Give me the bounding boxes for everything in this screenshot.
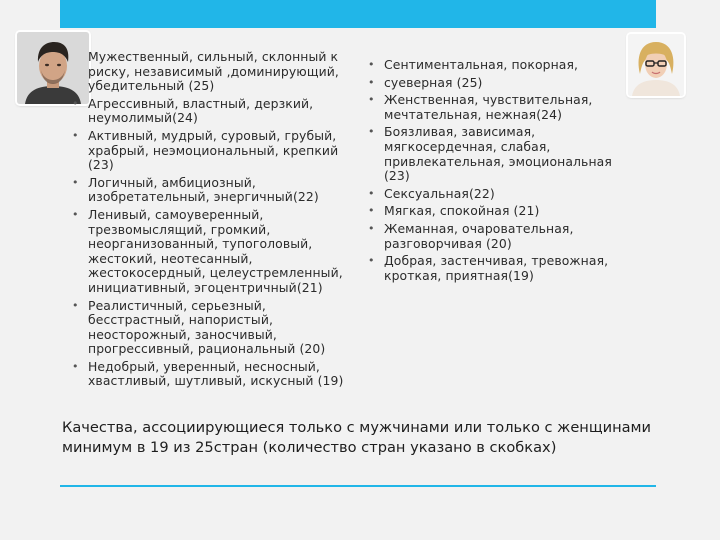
bullet-icon: •	[72, 96, 79, 110]
male-trait-text: Агрессивный, властный, дерзкий, неумолимый(24)	[88, 95, 314, 126]
female-trait-text: Женственная, чувствительная, мечтательная, нежная(24)	[384, 92, 593, 122]
male-trait-text: Активный, мудрый, суровый, грубый, храбрый, неэмоциональный, крепкий (23)	[88, 127, 339, 173]
male-trait-text: Логичный, амбициозный, изобретательный, энергичный(22)	[88, 174, 319, 205]
female-trait-text: Боязливая, зависимая, мягкосердечная, слабая, привлекательная, эмоциональная (23)	[384, 124, 612, 184]
bullet-icon: •	[368, 186, 375, 200]
list-item	[368, 222, 628, 251]
bullet-icon: •	[72, 359, 79, 373]
bullet-icon: •	[368, 204, 375, 218]
list-item	[72, 129, 362, 173]
list-item	[368, 204, 628, 219]
list-item	[72, 50, 362, 94]
male-trait-text: Недобрый, уверенный, несносный, хвастливый, шутливый, искусный (19)	[88, 358, 344, 389]
bullet-icon: •	[72, 128, 79, 142]
male-trait-text: Мужественный, сильный, склонный к риску, независимый ,доминирующий, убедительный (25)	[88, 49, 339, 94]
footer-accent-rule	[60, 485, 656, 487]
bullet-icon: •	[72, 298, 79, 312]
male-traits-list	[72, 50, 362, 392]
female-traits-list	[368, 58, 628, 286]
list-item	[368, 254, 628, 283]
female-trait-text: Добрая, застенчивая, тревожная, кроткая, приятная(19)	[384, 253, 609, 283]
list-item	[72, 360, 362, 389]
summary-caption: Качества, ассоциирующиеся только с мужчинами или только с женщинами минимум в 19 из 25стран (количество стран указано в скобках)	[62, 419, 652, 456]
list-item	[72, 208, 362, 296]
header-accent-bar	[60, 0, 656, 28]
list-item	[72, 97, 362, 126]
bullet-icon: •	[72, 207, 79, 221]
list-item	[368, 93, 628, 122]
male-trait-text: Ленивый, самоуверенный, трезвомыслящий, громкий, неорганизованный, тупоголовый, жестокий, неотесанный, жестокосердный, целеустремленный, инициативный, эгоцентричный(21)	[88, 206, 343, 295]
bullet-icon: •	[368, 75, 375, 89]
bullet-icon: •	[368, 58, 375, 71]
list-item	[72, 299, 362, 357]
female-trait-text: суеверная (25)	[384, 74, 483, 90]
list-item	[368, 58, 628, 73]
female-trait-text: Мягкая, спокойная (21)	[384, 203, 540, 219]
bullet-icon: •	[368, 125, 375, 139]
male-trait-text: Реалистичный, серьезный, бесстрастный, напористый, неосторожный, заносчивый, прогрессивный, рациональный (20)	[88, 297, 326, 357]
list-item	[368, 187, 628, 202]
list-item	[72, 176, 362, 205]
bullet-icon: •	[368, 93, 375, 107]
bullet-icon: •	[368, 254, 375, 268]
bullet-icon: •	[368, 221, 375, 235]
bullet-icon: •	[72, 175, 79, 189]
female-portrait-image	[628, 34, 684, 96]
female-trait-text: Сентиментальная, покорная,	[384, 57, 579, 72]
female-trait-text: Сексуальная(22)	[384, 185, 495, 201]
list-item	[368, 125, 628, 183]
list-item	[368, 76, 628, 91]
female-trait-text: Жеманная, очаровательная, разговорчивая (20)	[384, 220, 574, 251]
